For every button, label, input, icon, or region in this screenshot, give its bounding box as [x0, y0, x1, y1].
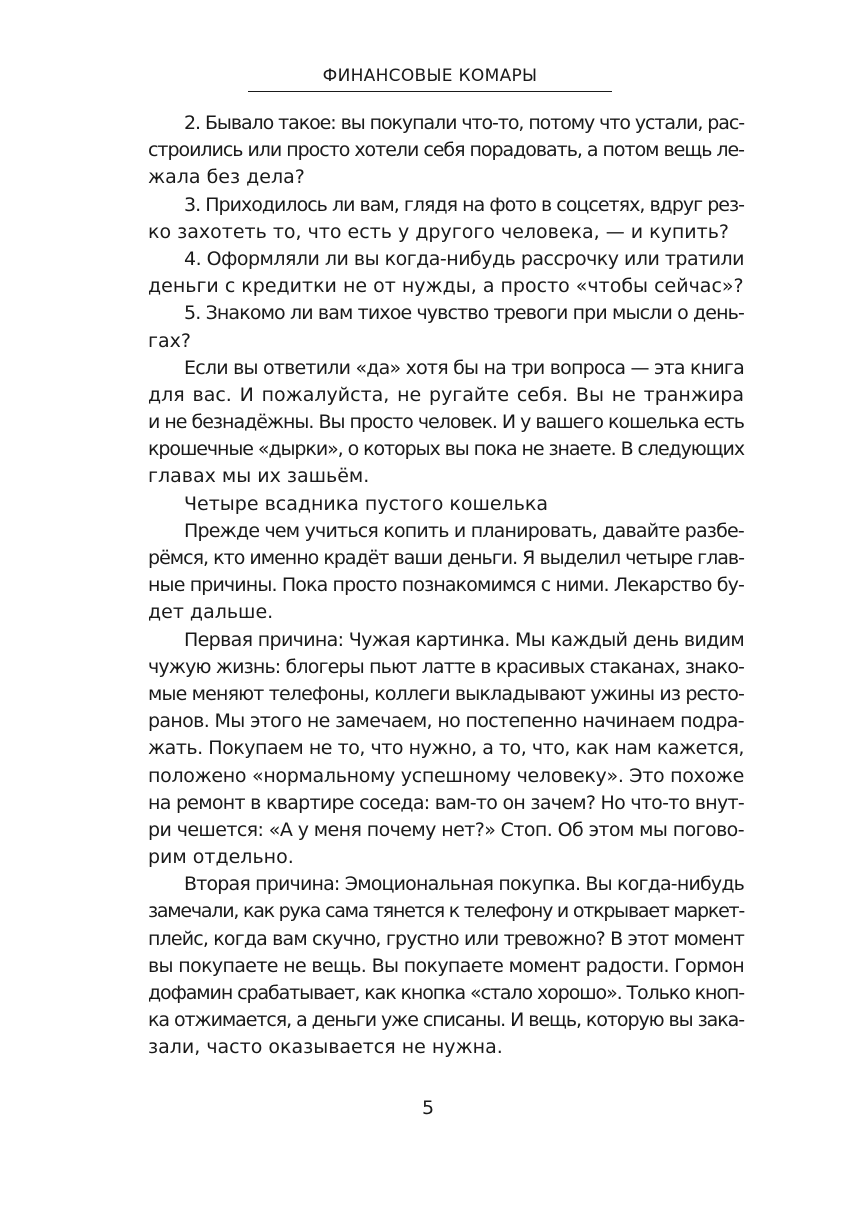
text-line: дофамин срабатывает, как кнопка «стало хорошо». Только кноп- — [148, 982, 744, 1004]
text-line: крошечные «дырки», о которых вы пока не знаете. В следующих — [148, 438, 744, 461]
text-line: Первая причина: Чужая картинка. Мы каждый день видим — [184, 628, 745, 651]
text-line: ные причины. Пока просто познакомимся с ними. Лекарство бу- — [148, 574, 744, 597]
text-line: гах? — [148, 329, 191, 352]
text-line: плейс, когда вам скучно, грустно или тревожно? В этот момент — [148, 927, 745, 950]
text-line: мые меняют телефоны, коллеги выкладывают ужины из ресто- — [148, 682, 744, 705]
text-line: 2. Бывало такое: вы покупали что-то, потому что устали, рас- — [184, 112, 744, 134]
text-line: дет дальше. — [148, 601, 274, 624]
text-line: рёмся, кто именно крадёт ваши деньги. Я выделил четыре глав- — [148, 547, 744, 569]
text-line: рим отдельно. — [148, 846, 294, 869]
body-text — [148, 110, 744, 1062]
text-line: ранов. Мы этого не замечаем, но постепенно начинаем подра- — [148, 710, 745, 733]
text-line: 3. Приходилось ли вам, глядя на фото в соцсетях, вдруг рез- — [184, 193, 745, 216]
text-line: строились или просто хотели себя порадовать, а потом вещь ле- — [148, 139, 744, 162]
running-head-rule — [248, 91, 612, 92]
text-line: Если вы ответили «да» хотя бы на три вопроса — эта книга — [184, 356, 744, 379]
text-line: зали, часто оказывается не нужна. — [148, 1036, 503, 1059]
text-line: на ремонт в квартире соседа: вам-то он зачем? Но что-то внут- — [148, 791, 745, 814]
text-line: 4. Оформляли ли вы когда-нибудь рассрочку или тратили — [184, 247, 744, 270]
text-line: жала без дела? — [148, 166, 305, 189]
text-line: жать. Покупаем не то, что нужно, а то, что, как нам кажется, — [148, 737, 745, 760]
running-head: ФИНАНСОВЫЕ КОМАРЫ — [322, 66, 538, 86]
text-line: ри чешется: «А у меня почему нет?» Стоп. Об этом мы погово- — [148, 818, 744, 841]
text-line: Прежде чем учиться копить и планировать, давайте разбе- — [184, 519, 744, 542]
section-heading: Четыре всадника пустого кошелька — [184, 492, 549, 515]
text-line: вы покупаете не вещь. Вы покупаете момент радости. Гормон — [148, 954, 745, 977]
text-line: для вас. И пожалуйста, не ругайте себя. Вы не транжира — [148, 383, 744, 406]
page-number: 5 — [421, 1097, 435, 1119]
text-line: ко захотеть то, что есть у другого человека, — и купить? — [148, 220, 730, 243]
text-line: главах мы их зашьём. — [148, 465, 370, 488]
text-line: чужую жизнь: блогеры пьют латте в красивых стаканах, знако- — [148, 655, 744, 678]
text-line: замечали, как рука сама тянется к телефону и открывает маркет- — [148, 900, 744, 923]
text-line: Вторая причина: Эмоциональная покупка. Вы когда-нибудь — [184, 873, 745, 896]
text-line: ка отжимается, а деньги уже списаны. И вещь, которую вы зака- — [148, 1009, 744, 1032]
text-line: положено «нормальному успешному человеку». Это похоже — [148, 764, 744, 787]
text-line: и не безнадёжны. Вы просто человек. И у вашего кошелька есть — [148, 411, 744, 434]
text-line: деньги с кредитки не от нужды, а просто «чтобы сейчас»? — [148, 275, 744, 298]
text-line: 5. Знакомо ли вам тихое чувство тревоги при мысли о день- — [184, 302, 744, 325]
